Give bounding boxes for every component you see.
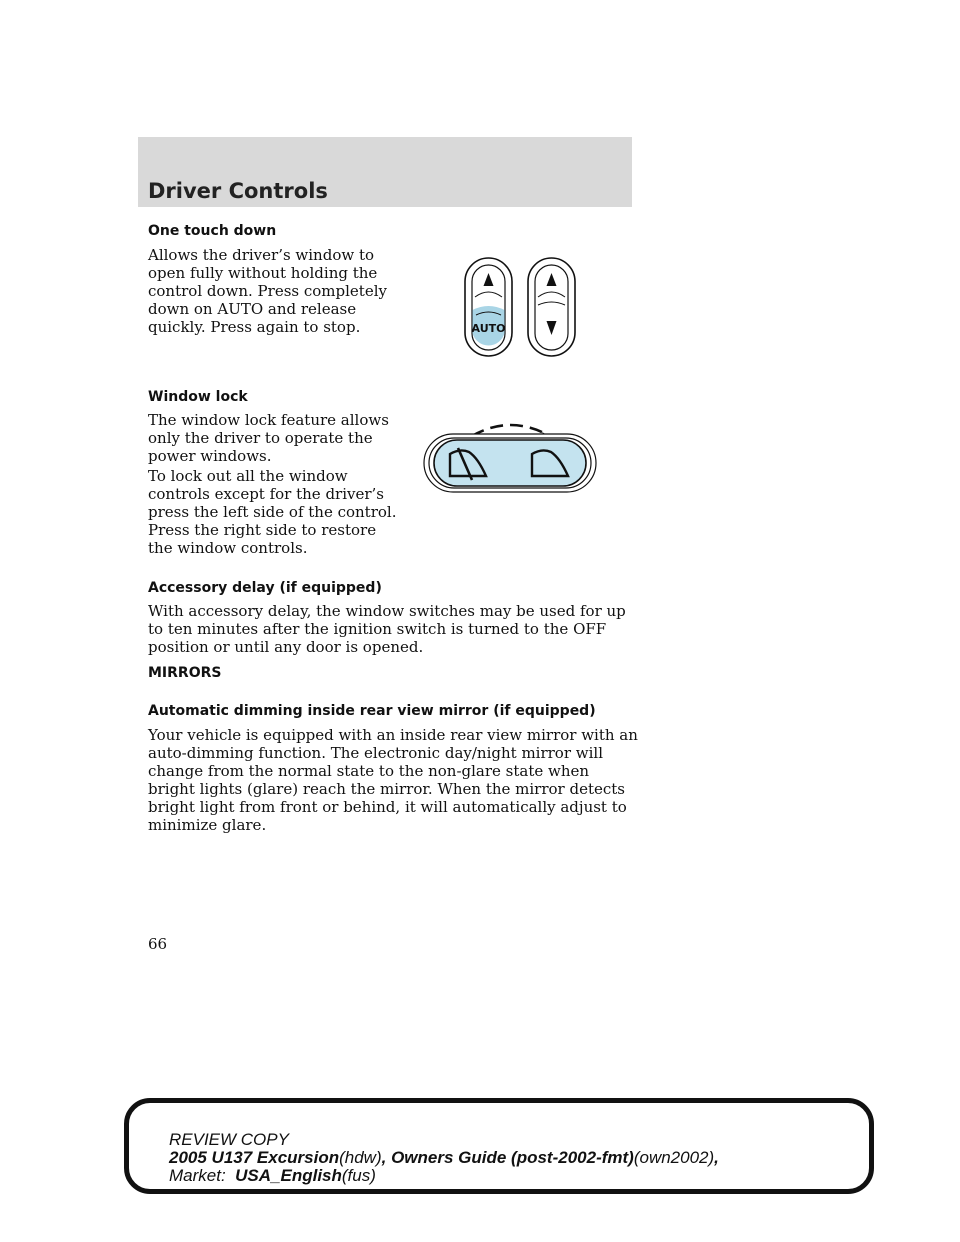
footer-guide: , Owners Guide (post-2002-fmt) — [381, 1148, 634, 1167]
paragraph-window-lock-2: To lock out all the window controls except for the driver’s press the left side of the control. Press the right side to restore the window controls. — [148, 467, 397, 557]
section-title: Driver Controls — [148, 179, 328, 203]
review-footer — [124, 1098, 874, 1194]
footer-guide-code: (own2002) — [633, 1148, 715, 1167]
heading-mirrors: MIRRORS — [148, 665, 222, 681]
footer-line-2 — [169, 1149, 719, 1167]
footer-comma: , — [714, 1148, 719, 1167]
auto-window-switch — [465, 258, 512, 356]
footer-line-1 — [169, 1131, 289, 1149]
heading-window-lock: Window lock — [148, 389, 248, 405]
auto-label: AUTO — [471, 322, 506, 335]
paragraph-auto-dimming: Your vehicle is equipped with an inside rear view mirror with an auto-dimming function. The electronic day/night mirror will change from the normal state to the non-glare state when bright lights (glare) reach the mirror. When the mirror detects bright light from front or behind, it will automatically adjust to minimize glare. — [148, 726, 638, 834]
footer-line-3 — [169, 1167, 376, 1185]
paragraph-one-touch-down: Allows the driver’s window to open fully without holding the control down. Press completely down on AUTO and release quickly. Press again to stop. — [148, 246, 387, 336]
window-lock-switch-figure — [420, 412, 600, 498]
footer-model: 2005 U137 Excursion — [169, 1148, 340, 1167]
review-copy-label: REVIEW COPY — [169, 1130, 289, 1149]
window-switch-figure — [462, 255, 578, 359]
heading-accessory-delay: Accessory delay (if equipped) — [148, 580, 382, 596]
header-band — [138, 137, 632, 207]
footer-market-label: Market: — [169, 1166, 226, 1185]
paragraph-accessory-delay: With accessory delay, the window switches may be used for up to ten minutes after the ignition switch is turned to the OFF position or until any door is opened. — [148, 602, 626, 656]
manual-window-switch — [528, 258, 575, 356]
heading-auto-dimming: Automatic dimming inside rear view mirror (if equipped) — [148, 703, 596, 719]
footer-model-code: (hdw) — [339, 1148, 382, 1167]
page-number: 66 — [148, 935, 168, 953]
paragraph-window-lock-1: The window lock feature allows only the driver to operate the power windows. — [148, 411, 389, 465]
heading-one-touch-down: One touch down — [148, 223, 277, 239]
footer-market: USA_English — [235, 1166, 342, 1185]
footer-market-code: (fus) — [341, 1166, 376, 1185]
